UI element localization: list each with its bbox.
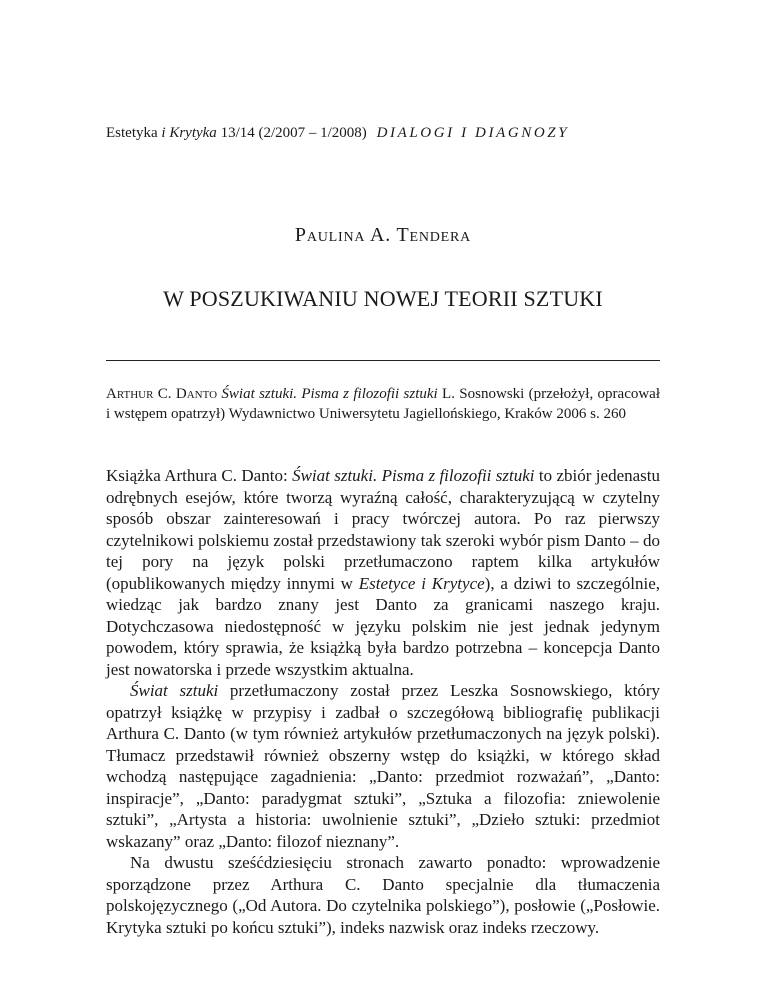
book-reference (106, 384, 660, 424)
p2-text: przetłumaczony został przez Leszka Sosnowskiego, który opatrzył książkę w przypisy i zadbał o szczegółową bibliografię publikacji Arthura C. Danto (w tym również artykułów przetłumaczonych na język polski). Tłumacz przedstawił również obszerny wstęp do książki, w którego skład wchodzą następujące zagadnienia: „Danto: przedmiot rozważań”, „Danto: inspiracje”, „Danto: paradygmat sztuki”, „Sztuka a filozofia: zniewolenie sztuki”, „Artysta a historia: uwolnienie sztuki”, „Dzieło sztuki: przedmiot wskazany” oraz „Danto: filozof nieznany”. (106, 681, 660, 851)
section-name: DIALOGI I DIAGNOZY (376, 125, 570, 141)
p1-text-a: Książka Arthura C. Danto: (106, 466, 293, 485)
paragraph-2 (106, 680, 660, 852)
p2-book-title: Świat sztuki (130, 681, 219, 700)
divider (106, 360, 660, 361)
article-body (106, 465, 660, 938)
journal-name-part2: i Krytyka (161, 125, 217, 141)
running-header (106, 125, 666, 142)
paragraph-1 (106, 465, 660, 680)
p1-text-b: to zbiór jedenastu odrębnych esejów, które tworzą wyraźną całość, charakteryzującą w czytelny sposób obszar zainteresowań i pracy twórczej autora. Po raz pierwszy czytelnikowi polskiemu został przedstawiony tak szeroki wybór pism Danto – do tej pory na język polski przetłumaczono raptem kilka artykułów (opublikowanych między innymi w (106, 466, 660, 593)
journal-name-part1: Estetyka (106, 125, 162, 141)
book-author: Arthur C. Danto (106, 386, 218, 402)
book-details: L. Sosnowski (przełożył, opracował i wstępem opatrzył) Wydawnictwo Uniwersytetu Jagiellońskiego, Kraków 2006 s. 260 (106, 386, 661, 422)
article-author: Paulina A. Tendera (294, 224, 472, 246)
article-title: W POSZUKIWANIU NOWEJ TEORII SZTUKI (163, 286, 603, 311)
issue-number: 13/14 (2/2007 – 1/2008) (216, 125, 367, 141)
paragraph-3: Na dwustu sześćdziesięciu stronach zawarto ponadto: wprowadzenie sporządzone przez Arthura C. Danto specjalnie dla tłumaczenia polskojęzycznego („Od Autora. Do czytelnika polskiego”), posłowie („Posłowie. Krytyka sztuki po końcu sztuki”), indeks nazwisk oraz indeks rzeczowy. (106, 853, 660, 937)
book-title: Świat sztuki. Pisma z filozofii sztuki (221, 386, 438, 402)
p1-book-title: Świat sztuki. Pisma z filozofii sztuki (292, 466, 535, 485)
p1-journal-title: Estetyce i Krytyce (358, 573, 485, 593)
p1-text-c: ), a dziwi to szczególnie, wiedząc jak bardzo znany jest Danto za granicami naszego kraju. Dotychczasowa niedostępność w języku polskim nie jest jednak jedynym powodem, który sprawia, że książką była bardzo potrzebna – koncepcja Danto jest nowatorska i przede wszystkim aktualna. (106, 573, 660, 679)
